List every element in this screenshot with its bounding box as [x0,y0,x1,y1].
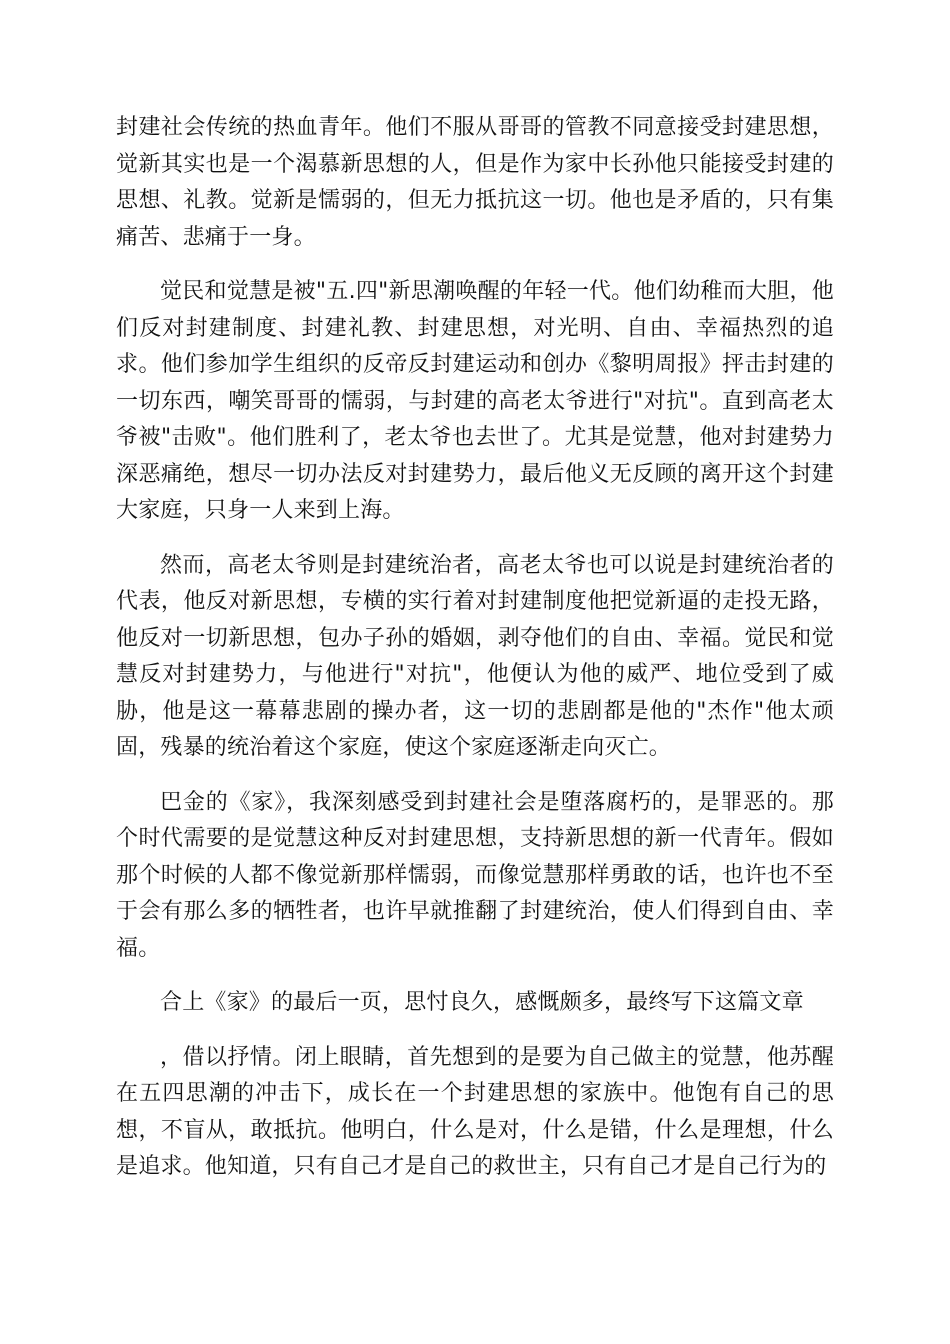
paragraph-1: 封建社会传统的热血青年。他们不服从哥哥的管教不同意接受封建思想，觉新其实也是一个渴慕新思想的人，但是作为家中长孙他只能接受封建的思想、礼教。觉新是懦弱的，但无力抵抗这一切。他也是矛盾的，只有集痛苦、悲痛于一身。 [116,115,834,250]
paragraph-6: ，借以抒情。闭上眼睛，首先想到的是要为自己做主的觉慧，他苏醒在五四思潮的冲击下，成长在一个封建思想的家族中。他饱有自己的思想，不盲从，敢抵抗。他明白，什么是对，什么是错，什么是理想，什么是追求。他知道，只有自己才是自己的救世主，只有自己才是自己行为的 [116,1044,834,1179]
paragraph-4: 巴金的《家》，我深刻感受到封建社会是堕落腐朽的，是罪恶的。那个时代需要的是觉慧这种反对封建思想，支持新思想的新一代青年。假如那个时候的人都不像觉新那样懦弱，而像觉慧那样勇敢的话，也许也不至于会有那么多的牺牲者，也许早就推翻了封建统治，使人们得到自由、幸福。 [116,789,834,961]
paragraph-3: 然而，高老太爷则是封建统治者，高老太爷也可以说是封建统治者的代表，他反对新思想，专横的实行着对封建制度他把觉新逼的走投无路，他反对一切新思想，包办子孙的婚姻，剥夺他们的自由、幸福。觉民和觉慧反对封建势力，与他进行"对抗"，他便认为他的威严、地位受到了威胁，他是这一幕幕悲剧的操办者，这一切的悲剧都是他的"杰作"他太顽固，残暴的统治着这个家庭，使这个家庭逐渐走向灭亡。 [116,552,834,760]
document-page [116,110,834,1204]
paragraph-2: 觉民和觉慧是被"五.四"新思潮唤醒的年轻一代。他们幼稚而大胆，他们反对封建制度、封建礼教、封建思想，对光明、自由、幸福热烈的追求。他们参加学生组织的反帝反封建运动和创办《黎明周报》抨击封建的一切东西，嘲笑哥哥的懦弱，与封建的高老太爷进行"对抗"。直到高老太爷被"击败"。他们胜利了，老太爷也去世了。尤其是觉慧，他对封建势力深恶痛绝，想尽一切办法反对封建势力，最后他义无反顾的离开这个封建大家庭，只身一人来到上海。 [116,279,834,523]
paragraph-5: 合上《家》的最后一页，思忖良久，感慨颇多，最终写下这篇文章 [160,990,804,1015]
